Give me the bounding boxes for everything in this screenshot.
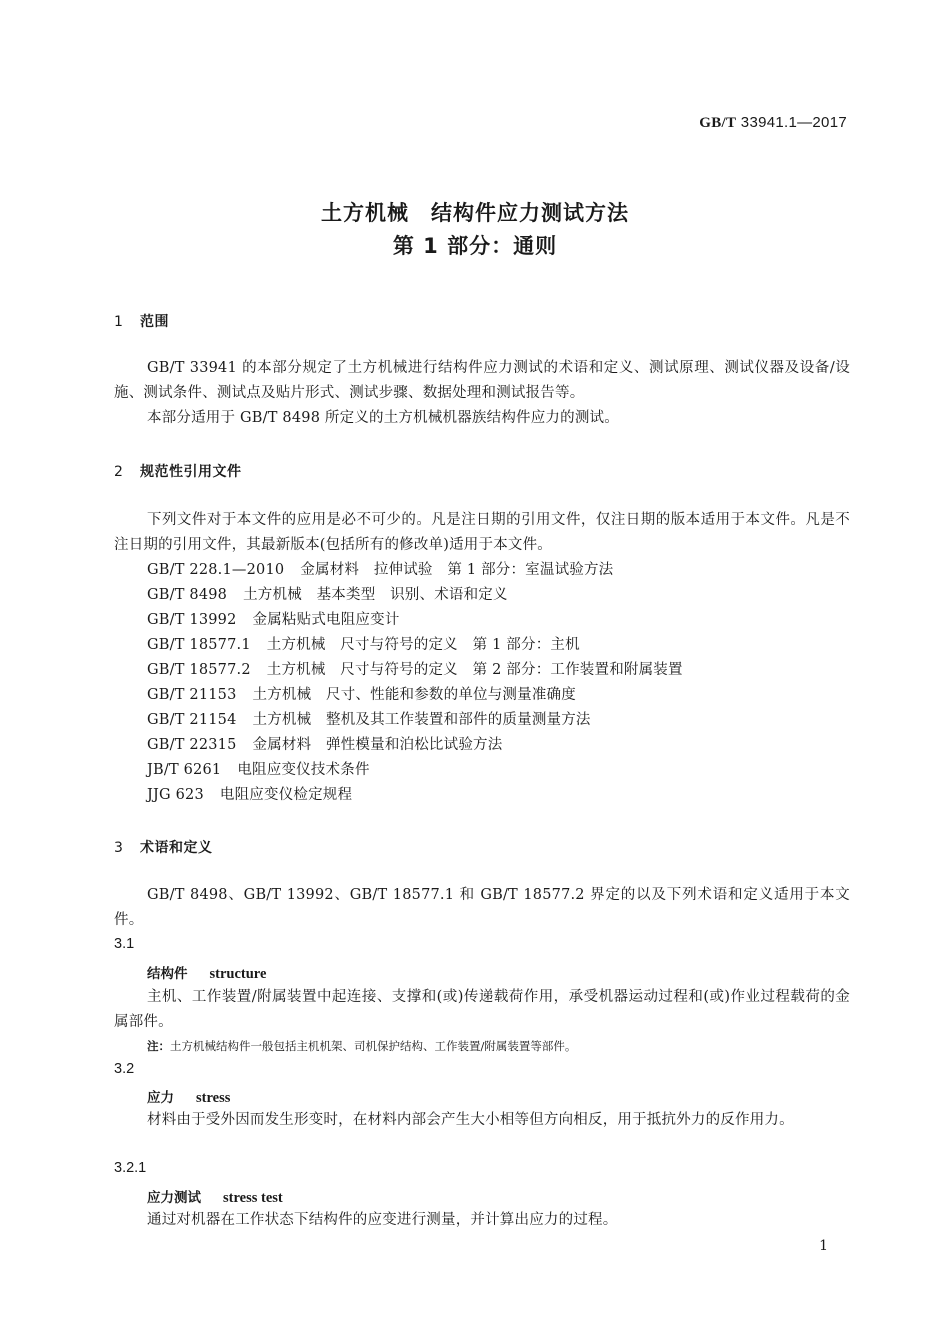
term-entry [147,962,266,983]
term-chinese: 应力测试 [147,1190,201,1206]
reference-title: 电阻应变仪检定规程 [219,787,353,803]
reference-title: 电阻应变仪技术条件 [237,762,370,778]
reference-item [147,608,400,629]
clause-number: 3.1 [114,936,135,952]
term-english: structure [209,966,267,982]
section-heading-references [114,461,242,481]
section-number: 2 [114,464,124,480]
section-title: 范围 [140,314,169,330]
section-heading-terms [114,837,213,857]
reference-item [147,683,576,704]
reference-code: GB/T 13992 [147,612,237,628]
reference-title: 金属材料 弹性模量和泊松比试验方法 [252,737,503,753]
term-english: stress [196,1090,231,1106]
note-text: 土方机械结构件一般包括主机机架、司机保护结构、工作装置/附属装置等部件。 [170,1039,577,1053]
reference-code: GB/T 18577.2 [147,662,251,678]
term-entry [147,1186,283,1207]
reference-code: JB/T 6261 [147,762,222,778]
term-note [147,1038,576,1054]
scope-paragraph: 本部分适用于 GB/T 8498 所定义的土方机械机器族结构件应力的测试。 [147,410,619,426]
reference-title: 土方机械 尺寸与符号的定义 第 1 部分：主机 [266,637,580,653]
clause-number: 3.2 [114,1061,135,1077]
reference-code: JJG 623 [147,787,204,803]
term-definition: 通过对机器在工作状态下结构件的应变进行测量，并计算出应力的过程。 [147,1212,618,1228]
standard-number [699,114,847,132]
references-intro: 下列文件对于本文件的应用是必不可少的。凡是注日期的引用文件，仅注日期的版本适用于本文件。凡是不注日期的引用文件，其最新版本(包括所有的修改单)适用于本文件。 [114,512,850,553]
page-number: 1 [819,1238,828,1254]
term-entry [147,1086,230,1107]
document-title-line2: 第 1 部分：通则 [392,234,558,258]
term-english: stress test [223,1190,283,1206]
reference-item [147,558,613,579]
standard-prefix: GB/T [699,115,737,131]
term-chinese: 应力 [147,1090,174,1106]
reference-title: 金属材料 拉伸试验 第 1 部分：室温试验方法 [300,562,614,578]
section-title: 规范性引用文件 [140,464,242,480]
reference-title: 土方机械 尺寸与符号的定义 第 2 部分：工作装置和附属装置 [266,662,683,678]
reference-code: GB/T 228.1—2010 [147,562,285,578]
reference-item [147,758,370,779]
term-definition: 主机、工作装置/附属装置中起连接、支撑和(或)传递载荷作用，承受机器运动过程和(或)作业过程载荷的金属部件。 [114,989,850,1030]
reference-code: GB/T 22315 [147,737,237,753]
reference-item [147,633,580,654]
reference-item [147,783,352,804]
section-title: 术语和定义 [140,840,213,856]
reference-code: GB/T 21154 [147,712,237,728]
section-heading-scope [114,311,169,331]
term-chinese: 结构件 [147,966,188,982]
section-number: 1 [114,314,124,330]
reference-title: 土方机械 整机及其工作装置和部件的质量测量方法 [252,712,591,728]
reference-title: 土方机械 尺寸、性能和参数的单位与测量准确度 [252,687,576,703]
reference-code: GB/T 8498 [147,587,228,603]
reference-title: 金属粘贴式电阻应变计 [252,612,400,628]
reference-item [147,583,508,604]
term-definition: 材料由于受外因而发生形变时，在材料内部会产生大小相等但方向相反，用于抵抗外力的反作用力。 [147,1112,794,1128]
reference-item [147,658,683,679]
reference-item [147,733,502,754]
document-title-line1: 土方机械 结构件应力测试方法 [321,201,629,225]
reference-code: GB/T 18577.1 [147,637,251,653]
reference-code: GB/T 21153 [147,687,237,703]
clause-number: 3.2.1 [114,1160,147,1176]
terms-intro: GB/T 8498、GB/T 13992、GB/T 18577.1 和 GB/T 18577.2 界定的以及下列术语和定义适用于本文件。 [114,887,850,928]
reference-title: 土方机械 基本类型 识别、术语和定义 [243,587,508,603]
standard-code: 33941.1—2017 [740,114,847,131]
reference-item [147,708,591,729]
note-label: 注： [147,1039,170,1053]
scope-paragraph: GB/T 33941 的本部分规定了土方机械进行结构件应力测试的术语和定义、测试原理、测试仪器及设备/设施、测试条件、测试点及贴片形式、测试步骤、数据处理和测试报告等。 [114,360,850,401]
section-number: 3 [114,840,124,856]
